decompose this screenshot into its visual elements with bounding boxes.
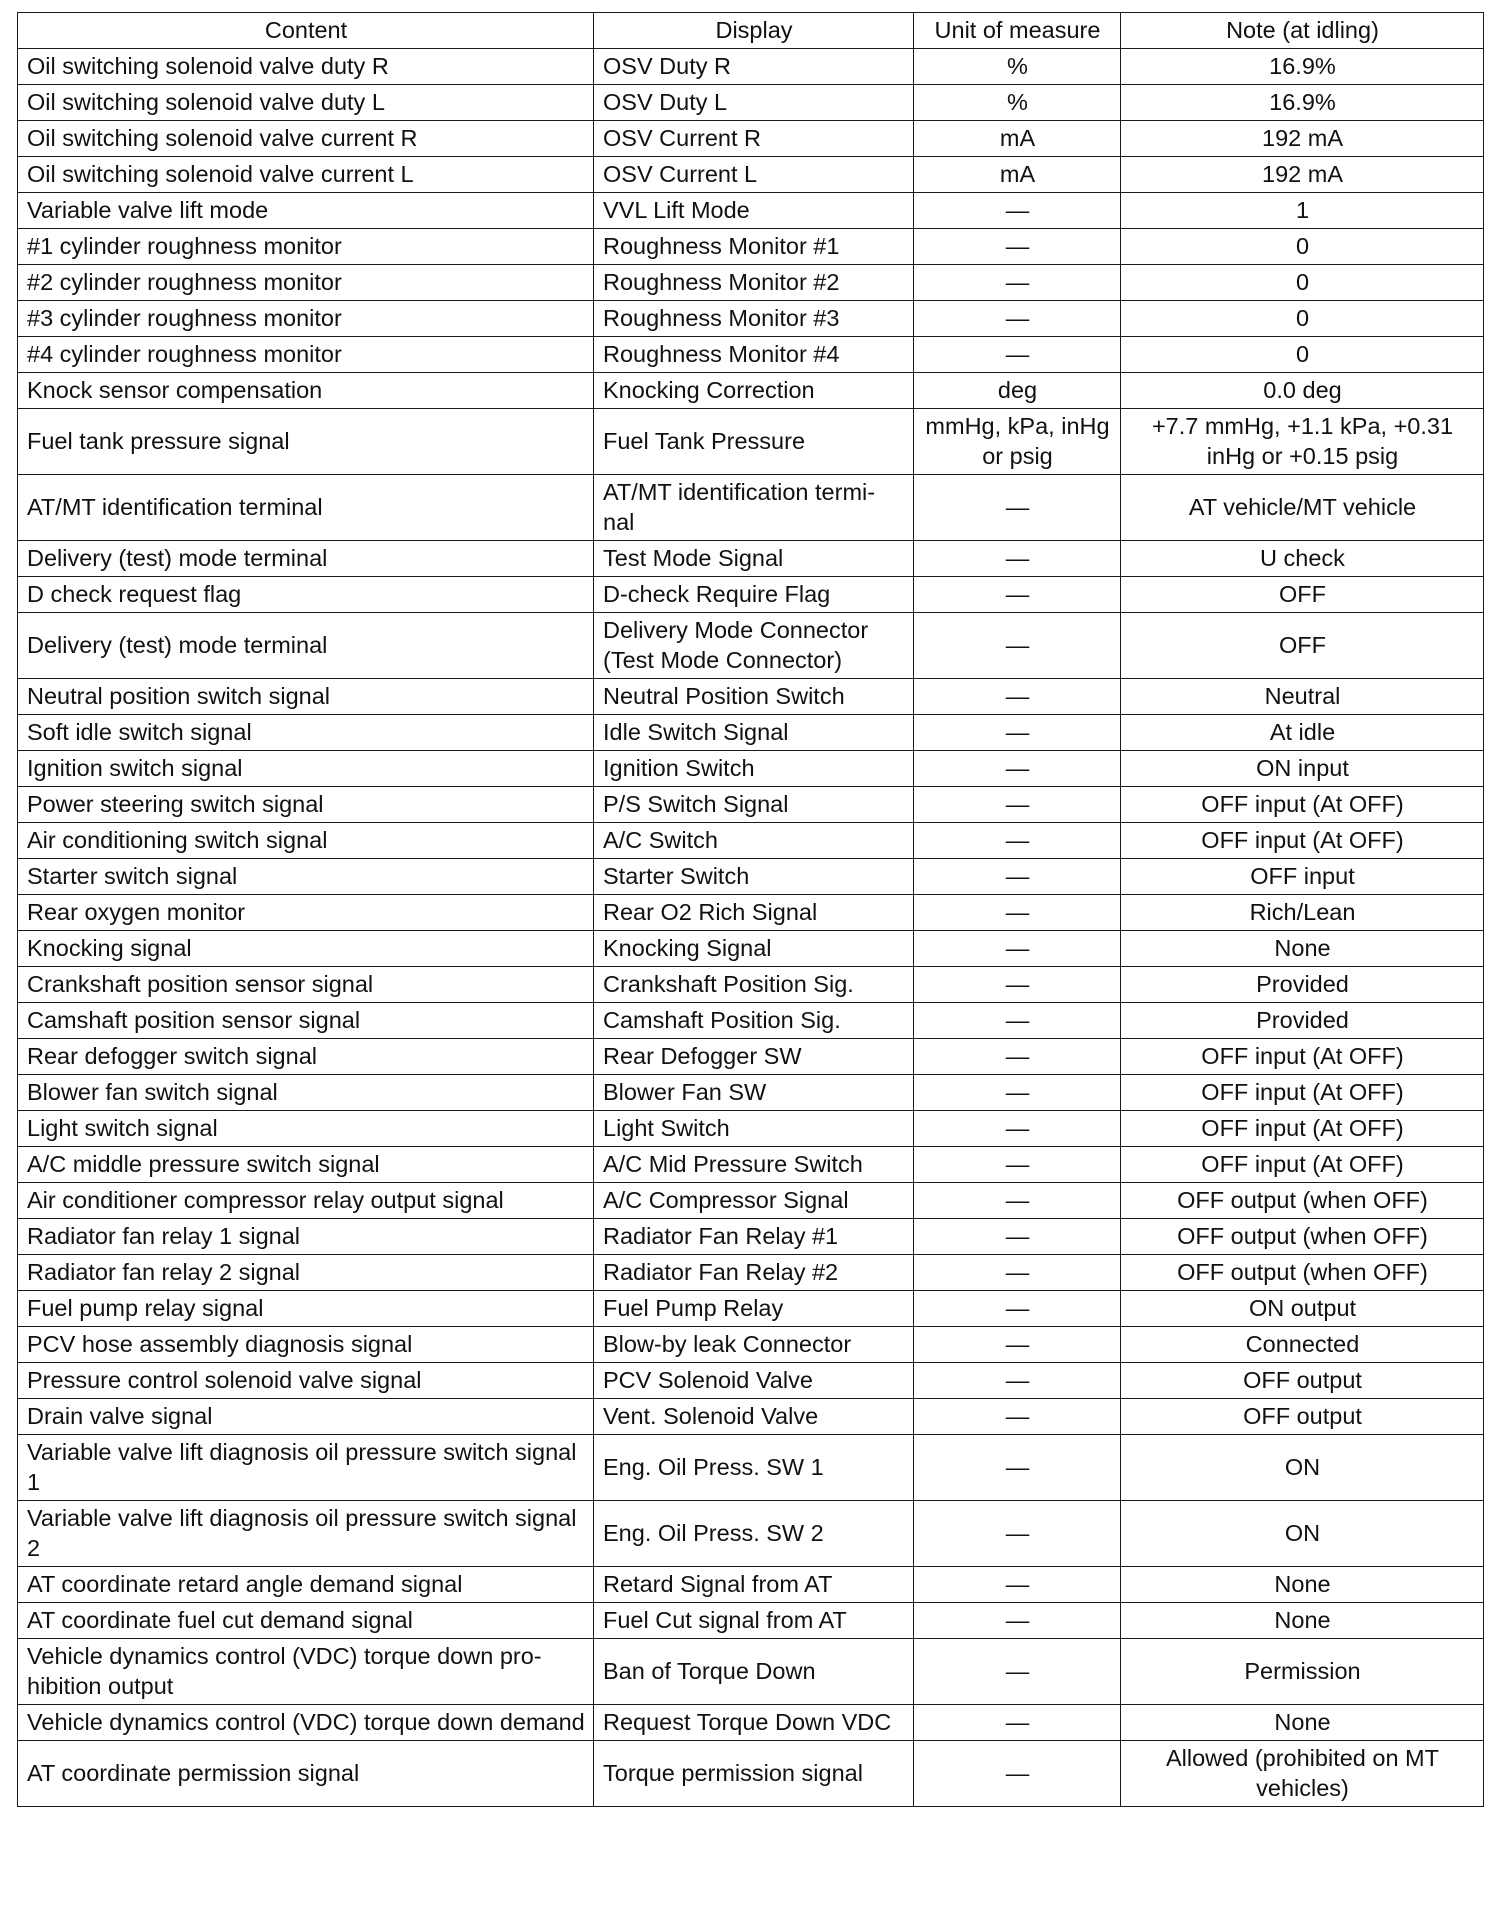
display-cell: Light Switch: [594, 1111, 914, 1147]
content-cell: Vehicle dynamics control (VDC) torque down demand: [18, 1705, 594, 1741]
header-row: [18, 13, 1484, 49]
note-cell: At idle: [1121, 715, 1484, 751]
content-cell: Variable valve lift diagnosis oil pressure switch signal 2: [18, 1501, 594, 1567]
unit-cell: %: [914, 49, 1121, 85]
note-cell: OFF input (At OFF): [1121, 1039, 1484, 1075]
unit-cell: —: [914, 1003, 1121, 1039]
table-row: [18, 679, 1484, 715]
display-cell: D-check Require Flag: [594, 577, 914, 613]
table-row: [18, 577, 1484, 613]
display-cell: AT/MT identification termi-nal: [594, 475, 914, 541]
display-cell: Blow-by leak Connector: [594, 1327, 914, 1363]
display-cell: P/S Switch Signal: [594, 787, 914, 823]
table-row: [18, 1399, 1484, 1435]
note-cell: OFF output (when OFF): [1121, 1219, 1484, 1255]
content-cell: #3 cylinder roughness monitor: [18, 301, 594, 337]
display-cell: OSV Duty R: [594, 49, 914, 85]
display-cell: Rear Defogger SW: [594, 1039, 914, 1075]
content-cell: Oil switching solenoid valve current L: [18, 157, 594, 193]
header-note: Note (at idling): [1121, 13, 1484, 49]
unit-cell: —: [914, 193, 1121, 229]
table-row: [18, 967, 1484, 1003]
unit-cell: %: [914, 85, 1121, 121]
table-header: [18, 13, 1484, 49]
unit-cell: —: [914, 931, 1121, 967]
header-unit: Unit of measure: [914, 13, 1121, 49]
unit-cell: deg: [914, 373, 1121, 409]
content-cell: Radiator fan relay 1 signal: [18, 1219, 594, 1255]
unit-cell: —: [914, 613, 1121, 679]
display-cell: A/C Mid Pressure Switch: [594, 1147, 914, 1183]
unit-cell: —: [914, 967, 1121, 1003]
display-cell: Blower Fan SW: [594, 1075, 914, 1111]
table-row: [18, 193, 1484, 229]
display-cell: Vent. Solenoid Valve: [594, 1399, 914, 1435]
note-cell: 192 mA: [1121, 121, 1484, 157]
header-display: Display: [594, 13, 914, 49]
content-cell: Neutral position switch signal: [18, 679, 594, 715]
note-cell: 16.9%: [1121, 49, 1484, 85]
table-row: [18, 85, 1484, 121]
table-row: [18, 1705, 1484, 1741]
content-cell: AT/MT identification terminal: [18, 475, 594, 541]
unit-cell: —: [914, 895, 1121, 931]
content-cell: Knock sensor compensation: [18, 373, 594, 409]
unit-cell: —: [914, 541, 1121, 577]
content-cell: Starter switch signal: [18, 859, 594, 895]
note-cell: OFF input (At OFF): [1121, 1111, 1484, 1147]
unit-cell: —: [914, 577, 1121, 613]
content-cell: Fuel pump relay signal: [18, 1291, 594, 1327]
note-cell: +7.7 mmHg, +1.1 kPa, +0.31 inHg or +0.15 psig: [1121, 409, 1484, 475]
content-cell: Oil switching solenoid valve duty R: [18, 49, 594, 85]
table-row: [18, 475, 1484, 541]
note-cell: OFF input (At OFF): [1121, 787, 1484, 823]
note-cell: ON: [1121, 1501, 1484, 1567]
display-cell: Delivery Mode Connector (Test Mode Connector): [594, 613, 914, 679]
table-row: [18, 409, 1484, 475]
note-cell: 192 mA: [1121, 157, 1484, 193]
display-cell: Fuel Cut signal from AT: [594, 1603, 914, 1639]
note-cell: 0: [1121, 265, 1484, 301]
display-cell: Crankshaft Position Sig.: [594, 967, 914, 1003]
display-cell: Fuel Pump Relay: [594, 1291, 914, 1327]
table-row: [18, 787, 1484, 823]
content-cell: Oil switching solenoid valve current R: [18, 121, 594, 157]
display-cell: A/C Switch: [594, 823, 914, 859]
table-row: [18, 301, 1484, 337]
table-row: [18, 1003, 1484, 1039]
note-cell: Connected: [1121, 1327, 1484, 1363]
content-cell: #4 cylinder roughness monitor: [18, 337, 594, 373]
content-cell: Variable valve lift diagnosis oil pressure switch signal 1: [18, 1435, 594, 1501]
unit-cell: —: [914, 715, 1121, 751]
unit-cell: —: [914, 1219, 1121, 1255]
unit-cell: —: [914, 1075, 1121, 1111]
unit-cell: —: [914, 265, 1121, 301]
display-cell: Rear O2 Rich Signal: [594, 895, 914, 931]
content-cell: Delivery (test) mode terminal: [18, 613, 594, 679]
unit-cell: —: [914, 1639, 1121, 1705]
note-cell: OFF: [1121, 577, 1484, 613]
unit-cell: —: [914, 1291, 1121, 1327]
note-cell: Provided: [1121, 967, 1484, 1003]
display-cell: Roughness Monitor #4: [594, 337, 914, 373]
content-cell: AT coordinate permission signal: [18, 1741, 594, 1807]
data-table-container: [17, 12, 1483, 1807]
display-cell: PCV Solenoid Valve: [594, 1363, 914, 1399]
table-row: [18, 715, 1484, 751]
table-row: [18, 859, 1484, 895]
unit-cell: —: [914, 1147, 1121, 1183]
note-cell: None: [1121, 1603, 1484, 1639]
note-cell: OFF: [1121, 613, 1484, 679]
unit-cell: —: [914, 1363, 1121, 1399]
table-row: [18, 157, 1484, 193]
note-cell: Neutral: [1121, 679, 1484, 715]
content-cell: Drain valve signal: [18, 1399, 594, 1435]
unit-cell: —: [914, 1399, 1121, 1435]
note-cell: OFF output (when OFF): [1121, 1183, 1484, 1219]
unit-cell: —: [914, 823, 1121, 859]
note-cell: None: [1121, 931, 1484, 967]
note-cell: OFF input: [1121, 859, 1484, 895]
header-content: Content: [18, 13, 594, 49]
table-row: [18, 1603, 1484, 1639]
display-cell: OSV Duty L: [594, 85, 914, 121]
content-cell: Power steering switch signal: [18, 787, 594, 823]
table-row: [18, 229, 1484, 265]
note-cell: 0.0 deg: [1121, 373, 1484, 409]
table-row: [18, 541, 1484, 577]
note-cell: ON output: [1121, 1291, 1484, 1327]
content-cell: Camshaft position sensor signal: [18, 1003, 594, 1039]
display-cell: Torque permission signal: [594, 1741, 914, 1807]
content-cell: AT coordinate fuel cut demand signal: [18, 1603, 594, 1639]
table-row: [18, 373, 1484, 409]
display-cell: Radiator Fan Relay #1: [594, 1219, 914, 1255]
note-cell: OFF output: [1121, 1399, 1484, 1435]
content-cell: Rear oxygen monitor: [18, 895, 594, 931]
table-row: [18, 823, 1484, 859]
unit-cell: —: [914, 337, 1121, 373]
content-cell: D check request flag: [18, 577, 594, 613]
note-cell: None: [1121, 1567, 1484, 1603]
unit-cell: —: [914, 301, 1121, 337]
table-row: [18, 931, 1484, 967]
table-row: [18, 1111, 1484, 1147]
display-cell: OSV Current R: [594, 121, 914, 157]
display-cell: Starter Switch: [594, 859, 914, 895]
content-cell: AT coordinate retard angle demand signal: [18, 1567, 594, 1603]
note-cell: 1: [1121, 193, 1484, 229]
content-cell: Light switch signal: [18, 1111, 594, 1147]
table-row: [18, 337, 1484, 373]
unit-cell: mA: [914, 157, 1121, 193]
content-cell: Blower fan switch signal: [18, 1075, 594, 1111]
display-cell: VVL Lift Mode: [594, 193, 914, 229]
table-row: [18, 1219, 1484, 1255]
content-cell: Knocking signal: [18, 931, 594, 967]
content-cell: Delivery (test) mode terminal: [18, 541, 594, 577]
note-cell: U check: [1121, 541, 1484, 577]
unit-cell: —: [914, 1741, 1121, 1807]
table-row: [18, 1255, 1484, 1291]
unit-cell: —: [914, 1435, 1121, 1501]
display-cell: Ignition Switch: [594, 751, 914, 787]
display-cell: Knocking Correction: [594, 373, 914, 409]
unit-cell: —: [914, 859, 1121, 895]
diagnostic-data-table: [17, 12, 1484, 1807]
note-cell: 16.9%: [1121, 85, 1484, 121]
table-row: [18, 1147, 1484, 1183]
table-row: [18, 613, 1484, 679]
unit-cell: —: [914, 475, 1121, 541]
content-cell: Soft idle switch signal: [18, 715, 594, 751]
content-cell: Oil switching solenoid valve duty L: [18, 85, 594, 121]
unit-cell: —: [914, 751, 1121, 787]
content-cell: #1 cylinder roughness monitor: [18, 229, 594, 265]
unit-cell: —: [914, 229, 1121, 265]
content-cell: Variable valve lift mode: [18, 193, 594, 229]
table-row: [18, 1327, 1484, 1363]
display-cell: Roughness Monitor #1: [594, 229, 914, 265]
unit-cell: —: [914, 1501, 1121, 1567]
unit-cell: —: [914, 1039, 1121, 1075]
table-row: [18, 1567, 1484, 1603]
table-row: [18, 121, 1484, 157]
note-cell: 0: [1121, 229, 1484, 265]
table-row: [18, 1039, 1484, 1075]
display-cell: Request Torque Down VDC: [594, 1705, 914, 1741]
display-cell: Idle Switch Signal: [594, 715, 914, 751]
display-cell: Test Mode Signal: [594, 541, 914, 577]
content-cell: Air conditioning switch signal: [18, 823, 594, 859]
note-cell: Rich/Lean: [1121, 895, 1484, 931]
unit-cell: —: [914, 1327, 1121, 1363]
note-cell: None: [1121, 1705, 1484, 1741]
note-cell: OFF input (At OFF): [1121, 1147, 1484, 1183]
display-cell: Neutral Position Switch: [594, 679, 914, 715]
note-cell: 0: [1121, 337, 1484, 373]
content-cell: Crankshaft position sensor signal: [18, 967, 594, 1003]
table-row: [18, 1291, 1484, 1327]
content-cell: PCV hose assembly diagnosis signal: [18, 1327, 594, 1363]
display-cell: Retard Signal from AT: [594, 1567, 914, 1603]
unit-cell: —: [914, 787, 1121, 823]
note-cell: ON: [1121, 1435, 1484, 1501]
display-cell: Eng. Oil Press. SW 1: [594, 1435, 914, 1501]
table-row: [18, 1501, 1484, 1567]
note-cell: OFF input (At OFF): [1121, 1075, 1484, 1111]
unit-cell: —: [914, 1183, 1121, 1219]
content-cell: Pressure control solenoid valve signal: [18, 1363, 594, 1399]
display-cell: A/C Compressor Signal: [594, 1183, 914, 1219]
table-row: [18, 1741, 1484, 1807]
display-cell: OSV Current L: [594, 157, 914, 193]
note-cell: ON input: [1121, 751, 1484, 787]
table-row: [18, 1075, 1484, 1111]
note-cell: Permission: [1121, 1639, 1484, 1705]
unit-cell: mA: [914, 121, 1121, 157]
table-row: [18, 1363, 1484, 1399]
note-cell: Provided: [1121, 1003, 1484, 1039]
content-cell: Air conditioner compressor relay output signal: [18, 1183, 594, 1219]
note-cell: OFF input (At OFF): [1121, 823, 1484, 859]
note-cell: Allowed (prohibited on MT vehicles): [1121, 1741, 1484, 1807]
table-body: [18, 49, 1484, 1807]
note-cell: OFF output: [1121, 1363, 1484, 1399]
note-cell: OFF output (when OFF): [1121, 1255, 1484, 1291]
display-cell: Roughness Monitor #2: [594, 265, 914, 301]
table-row: [18, 1435, 1484, 1501]
content-cell: A/C middle pressure switch signal: [18, 1147, 594, 1183]
table-row: [18, 49, 1484, 85]
display-cell: Ban of Torque Down: [594, 1639, 914, 1705]
table-row: [18, 895, 1484, 931]
note-cell: AT vehicle/MT vehicle: [1121, 475, 1484, 541]
unit-cell: —: [914, 1255, 1121, 1291]
table-row: [18, 751, 1484, 787]
display-cell: Knocking Signal: [594, 931, 914, 967]
unit-cell: —: [914, 679, 1121, 715]
content-cell: Vehicle dynamics control (VDC) torque down pro-hibition output: [18, 1639, 594, 1705]
unit-cell: —: [914, 1705, 1121, 1741]
content-cell: Fuel tank pressure signal: [18, 409, 594, 475]
display-cell: Fuel Tank Pressure: [594, 409, 914, 475]
unit-cell: —: [914, 1111, 1121, 1147]
unit-cell: —: [914, 1567, 1121, 1603]
unit-cell: —: [914, 1603, 1121, 1639]
display-cell: Roughness Monitor #3: [594, 301, 914, 337]
content-cell: #2 cylinder roughness monitor: [18, 265, 594, 301]
table-row: [18, 1183, 1484, 1219]
unit-cell: mmHg, kPa, inHg or psig: [914, 409, 1121, 475]
display-cell: Camshaft Position Sig.: [594, 1003, 914, 1039]
display-cell: Radiator Fan Relay #2: [594, 1255, 914, 1291]
table-row: [18, 1639, 1484, 1705]
content-cell: Radiator fan relay 2 signal: [18, 1255, 594, 1291]
display-cell: Eng. Oil Press. SW 2: [594, 1501, 914, 1567]
content-cell: Ignition switch signal: [18, 751, 594, 787]
table-row: [18, 265, 1484, 301]
note-cell: 0: [1121, 301, 1484, 337]
content-cell: Rear defogger switch signal: [18, 1039, 594, 1075]
